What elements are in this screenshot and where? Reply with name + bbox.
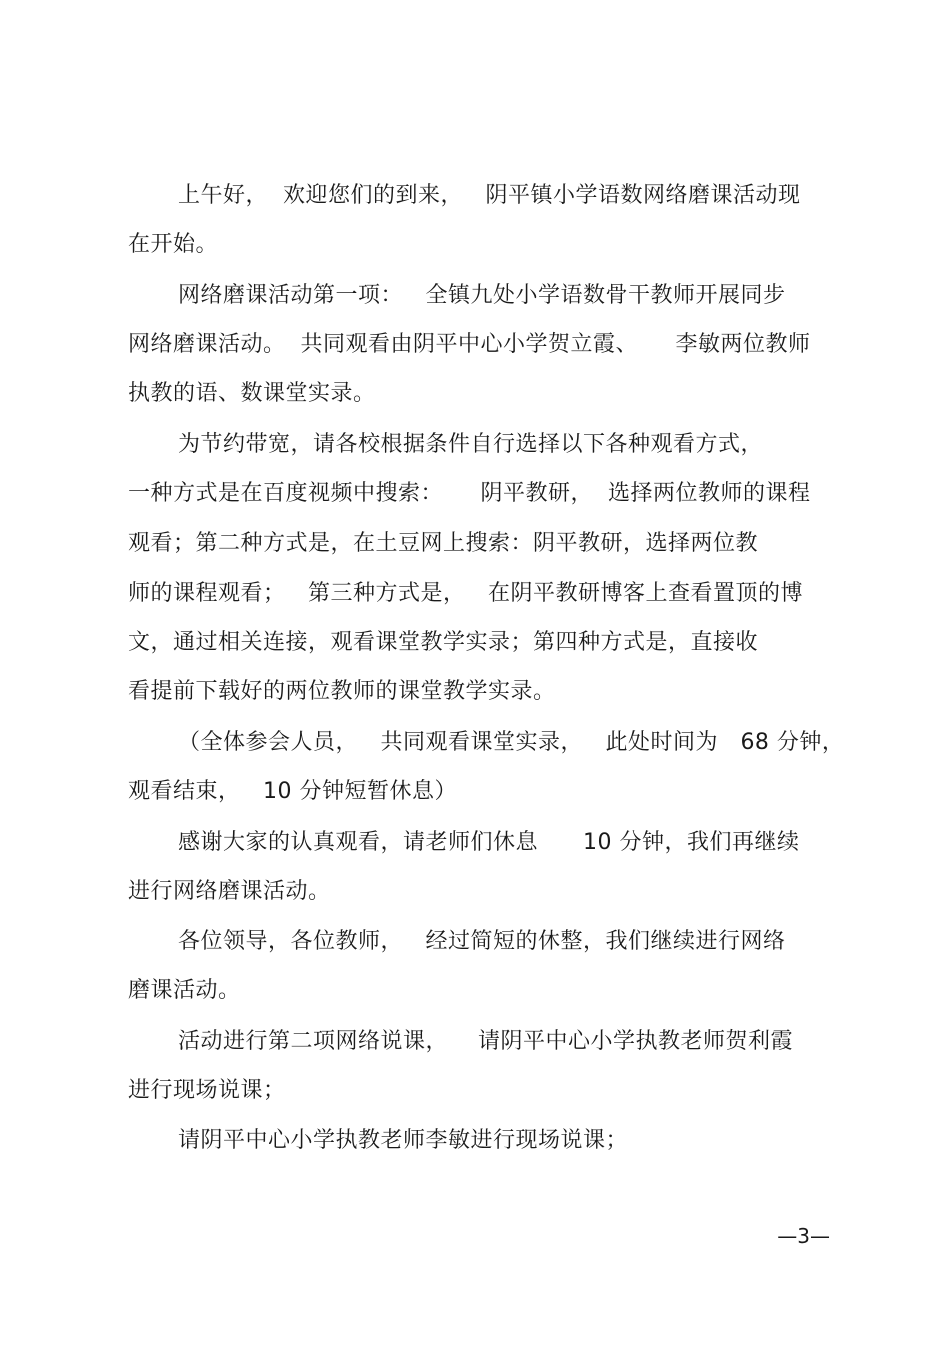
text-line-10: 文，通过相关连接，观看课堂教学实录；第四种方式是，直接收 — [128, 630, 759, 655]
text-line-11: 看提前下载好的两位教师的课堂教学实录。 — [128, 679, 556, 704]
text-line-5: 执教的语、数课堂实录。 — [128, 381, 376, 406]
text-line-18: 活动进行第二项网络说课， 请阴平中心小学执教老师贺利霞 — [178, 1029, 793, 1054]
text-line-19: 进行现场说课； — [128, 1078, 286, 1103]
text-line-8: 观看；第二种方式是，在土豆网上搜索：阴平教研，选择两位教 — [128, 531, 759, 556]
text-line-4: 网络磨课活动。 共同观看由阴平中心小学贺立霞、 李敏两位教师 — [128, 332, 811, 357]
text-line-1: 上午好， 欢迎您们的到来， 阴平镇小学语数网络磨课活动现 — [178, 183, 801, 208]
text-line-16: 各位领导，各位教师， 经过简短的休整，我们继续进行网络 — [178, 929, 786, 954]
text-line-12: （全体参会人员， 共同观看课堂实录， 此处时间为 68 分钟， — [178, 730, 845, 755]
text-line-6: 为节约带宽，请各校根据条件自行选择以下各种观看方式， — [178, 432, 764, 457]
text-line-2: 在开始。 — [128, 232, 219, 257]
text-line-9: 师的课程观看； 第三种方式是， 在阴平教研博客上查看置顶的博 — [128, 581, 803, 606]
text-line-7: 一种方式是在百度视频中搜索： 阴平教研， 选择两位教师的课程 — [128, 481, 811, 506]
text-line-20: 请阴平中心小学执教老师李敏进行现场说课； — [178, 1128, 629, 1153]
text-line-3: 网络磨课活动第一项： 全镇九处小学语数骨干教师开展同步 — [178, 283, 786, 308]
text-line-15: 进行网络磨课活动。 — [128, 879, 331, 904]
text-line-17: 磨课活动。 — [128, 978, 241, 1003]
text-line-14: 感谢大家的认真观看，请老师们休息 10 分钟，我们再继续 — [178, 830, 800, 855]
text-line-13: 观看结束， 10 分钟短暂休息） — [128, 779, 457, 804]
page-number: —3— — [777, 1224, 830, 1248]
